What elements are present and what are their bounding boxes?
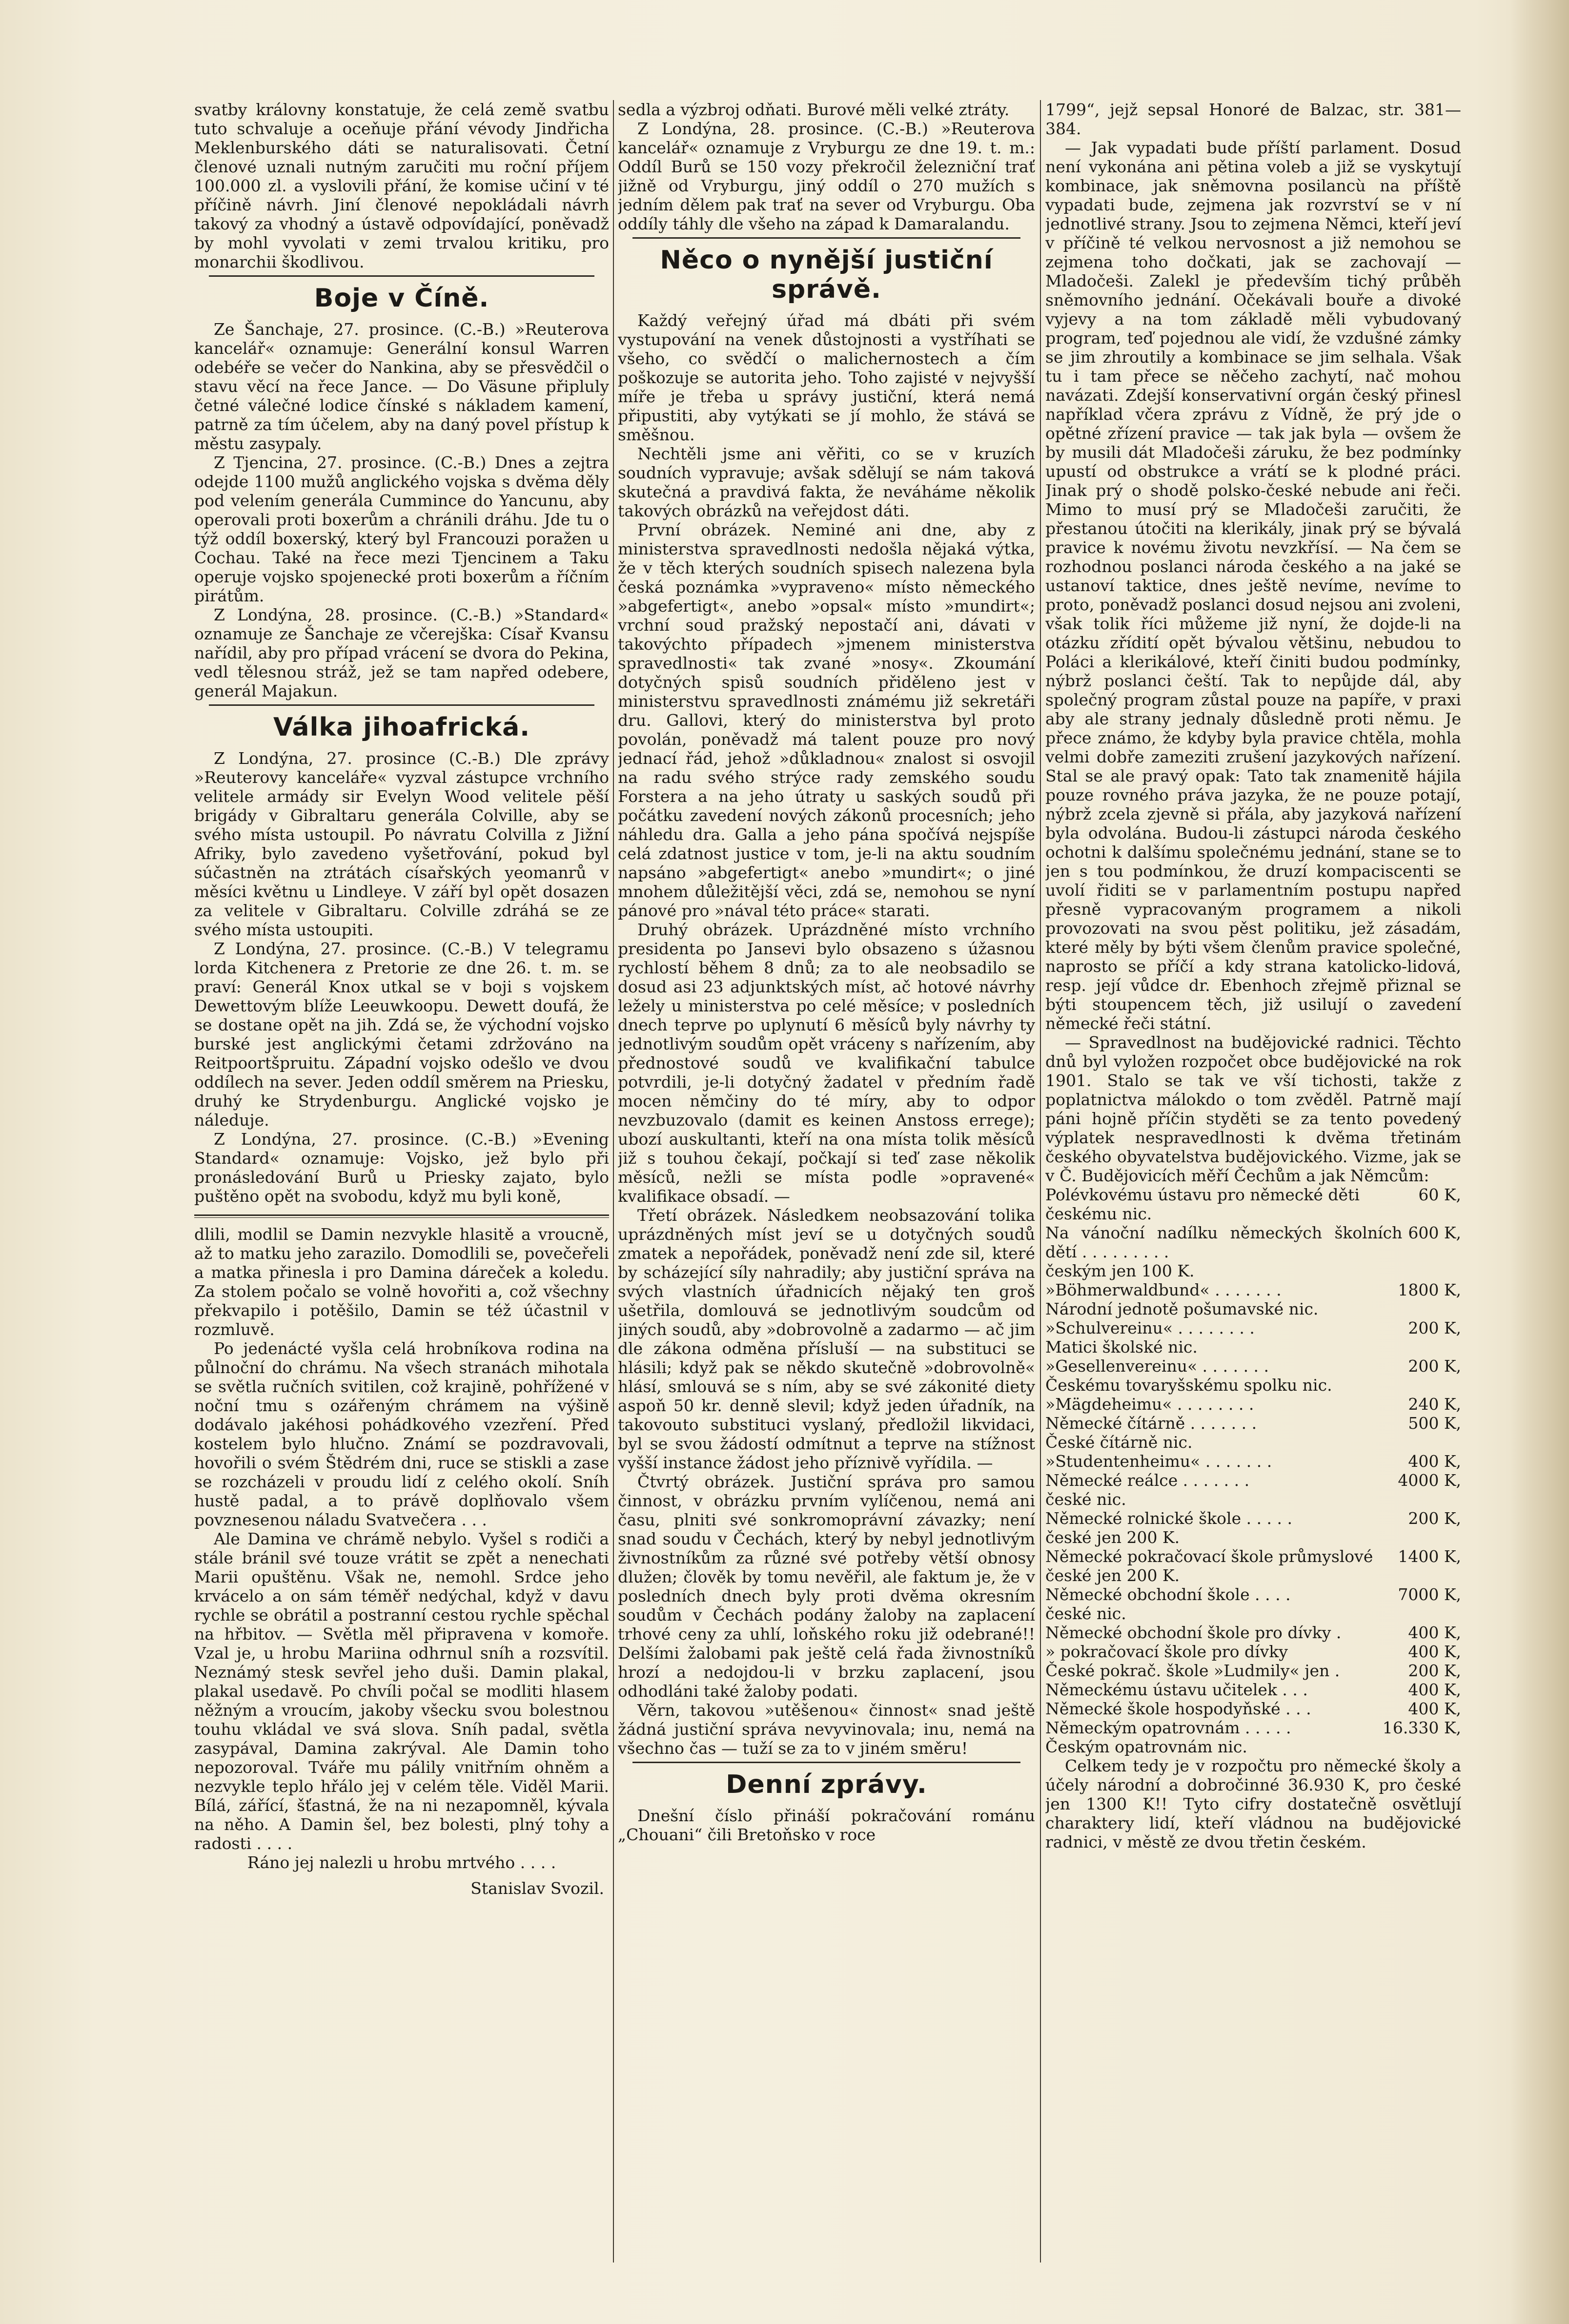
- budget-row: [1045, 1414, 1461, 1433]
- budget-row-amount: [1455, 1204, 1461, 1223]
- budget-row: [1045, 1737, 1461, 1756]
- budget-row: [1045, 1433, 1461, 1452]
- section-heading-boer-war: Válka jihoafrická.: [273, 713, 530, 742]
- budget-row-label: » pokračovací škole pro dívky: [1045, 1642, 1288, 1661]
- budget-row-amount: 200 K,: [1408, 1661, 1461, 1680]
- budget-row-amount: 200 K,: [1408, 1357, 1461, 1376]
- budget-row-label: »Schulvereinu« . . . . . . . .: [1045, 1318, 1255, 1337]
- budget-row-label: Národní jednotě pošumavské nic.: [1045, 1299, 1319, 1318]
- budget-row: [1045, 1357, 1461, 1376]
- budget-row: [1045, 1547, 1461, 1566]
- budget-row-label: Německé rolnické škole . . . . .: [1045, 1509, 1293, 1528]
- budget-row-amount: 600 K,: [1408, 1223, 1461, 1242]
- budget-row-label: Německým opatrovnám . . . . .: [1045, 1718, 1291, 1737]
- article-paragraph: Nechtěli jsme ani věřiti, co se v kruzích soudních vypravuje; avšak sdělují se nám taková skutečná a pravdivá fakta, že neváháme několik takových obrázků na veřejdost dáti.: [618, 444, 1035, 520]
- budget-row: [1045, 1204, 1461, 1223]
- budget-row-amount: 200 K,: [1408, 1509, 1461, 1528]
- article-paragraph: svatby královny konstatuje, že celá země svatbu tuto schvaluje a oceňuje přání vévody Jindřicha Meklenburského dáti se naturalisovati. Četní členové uznali nutným zaručiti mu roční příjem 100.000 zl. a vyslovili přání, že komise učiní v té příčině návrh. Jiní členové nepokládali návrh takový za vhodný a ústavě odpovídající, poněvadž by mohl vyvolati v zemi trvalou kritiku, pro monarchii škodlivou.: [194, 100, 609, 271]
- budget-row-label: Německé čítárně . . . . . . .: [1045, 1414, 1257, 1433]
- budget-row-label: Německé škole hospodyňské . . .: [1045, 1699, 1311, 1718]
- budget-row-amount: [1455, 1604, 1461, 1623]
- budget-row-amount: [1455, 1737, 1461, 1756]
- section-divider: [632, 1762, 1020, 1763]
- article-paragraph: Ze Šanchaje, 27. prosince. (C.-B.) »Reuterova kancelář« oznamuje: Generální konsul Warren odebéře se večer do Nankina, aby se přesvědčil o stavu věcí na řece Jance. — Do Väsune připluly četné válečné lodice čínské s nákladem kamení, patrně za tím účelem, aby na daný povel přístup k městu zasypaly.: [194, 320, 609, 453]
- budget-row: [1045, 1223, 1461, 1261]
- article-paragraph: sedla a výzbroj odňati. Burové měli velké ztráty.: [618, 100, 1010, 119]
- budget-row-label: Polévkovému ústavu pro německé děti: [1045, 1185, 1360, 1204]
- budget-row-amount: [1455, 1433, 1461, 1452]
- article-paragraph: Z Londýna, 28. prosince. (C.-B.) »Standard« oznamuje ze Šanchaje ze včerejška: Císař Kvansu nařídil, aby pro případ vrácení se dvora do Pekina, vedl tělesnou stráž, jež se tam napřed odebere, generál Majakun.: [194, 605, 609, 700]
- budget-row-label: »Gesellenvereinu« . . . . . . .: [1045, 1357, 1269, 1376]
- feuilleton-paragraph: Ráno jej nalezli u hrobu mrtvého . . . .: [247, 1853, 556, 1872]
- budget-row-label: Českému tovaryšskému spolku nic.: [1045, 1376, 1332, 1395]
- budget-row: [1045, 1376, 1461, 1395]
- section-heading-justice: Něco o nynější justiční správě.: [660, 246, 993, 304]
- column-rule: [1040, 100, 1041, 2262]
- budget-row: [1045, 1471, 1461, 1490]
- budget-row-label: Německé reálce . . . . . . .: [1045, 1471, 1250, 1490]
- budget-row-label: »Studentenheimu« . . . . . . .: [1045, 1452, 1272, 1471]
- feuilleton-paragraph: dlili, modlil se Damin nezvykle hlasitě a vroucně, až to matku jeho zarazilo. Domodlili se, povečeřeli a matka přinesla i pro Damina dáreček a koledu. Za stolem počalo se volně hovořiti a, což všechny překvapilo i potěšilo, Damin se též účastnil v rozmluvě.: [194, 1225, 609, 1339]
- column-middle: [618, 100, 1035, 2282]
- budget-row-amount: 16.330 K,: [1382, 1718, 1461, 1737]
- budget-row-amount: [1455, 1299, 1461, 1318]
- budget-row-amount: 500 K,: [1408, 1414, 1461, 1433]
- budget-row-amount: [1455, 1490, 1461, 1509]
- section-divider: [209, 275, 594, 277]
- author-signature: Stanislav Svozil.: [470, 1879, 604, 1898]
- budget-row-amount: [1455, 1566, 1461, 1585]
- budget-row-amount: [1455, 1528, 1461, 1547]
- column-left: [194, 100, 609, 2282]
- article-paragraph: Celkem tedy je v rozpočtu pro německé školy a účely národní a dobročinné 36.930 K, pro české jen 1300 K!! Tyto cifry dostatečně osvětlují charaktery lidí, kteří vládnou na budějovické radnici, v městě ze dvou třetin českém.: [1045, 1756, 1461, 1851]
- feuilleton-paragraph: Ale Damina ve chrámě nebylo. Vyšel s rodiči a stále bránil své touze vrátit se zpět a nenechati Marii opuštěnu. Však ne, nemohl. Srdce jeho krvácelo a on sám téměř nedýchal, když v davu rychle se obrátil a postranní cestou rychle spěchal na hřbitov. — Světla měl připravena v komoře. Vzal je, u hrobu Mariina odhrnul sníh a rozsvítil. Neznámý stesk sevřel jeho duši. Damin plakal, plakal usedavě. Po chvíli počal se modliti hlasem něžným a vroucím, jakoby všecku svou bolestnou touhu vkládal ve svá slova. Sníh padal, světla zasypával, Damina zakrýval. Ale Damin toho nepozoroval. Tváře mu pálily vnitřním ohněm a nezvykle teplo hřálo jej v celém těle. Viděl Marii. Bílá, zářící, šťastná, že na ni nezapomněl, kývala na něho. A Damin šel, bez bolesti, plný tohy a radosti . . . .: [194, 1529, 609, 1853]
- section-heading-china: Boje v Číně.: [314, 284, 489, 313]
- budget-row-amount: 7000 K,: [1398, 1585, 1461, 1604]
- budget-row-amount: 400 K,: [1408, 1642, 1461, 1661]
- budget-row: [1045, 1699, 1461, 1718]
- article-paragraph: Z Londýna, 27. prosince (C.-B.) Dle zprávy »Reuterovy kanceláře« vyzval zástupce vrchního velitele armády sir Evelyn Wood velitele pěší brigády v Gibraltaru generála Colville, aby se svého místa ustoupil. Po návratu Colvilla z Jižní Afriky, bylo zavedeno vyšetřování, pokud byl súčastněn na ztrátách císařských yeomanrů v měsíci květnu u Lindleye. V září byl opět dosazen za velitele v Gibraltaru. Colville zdráhá se ze svého místa ustoupiti.: [194, 749, 609, 939]
- budget-row-label: české nic.: [1045, 1604, 1126, 1623]
- budget-row-label: Matici školské nic.: [1045, 1337, 1198, 1357]
- article-paragraph: Čtvrtý obrázek. Justiční správa pro samou činnost, v obrázku prvním vylíčenou, nemá ani času, plniti své sonkromoprávní závazky; není snad soudu v Čechách, který by nebyl jednotlivým živnostníkům za různé své potřeby větší obnosy dlužen; člověk by tomu nevěřil, ale faktum je, že v posledních dnech byly proti dvěma okresním soudům v Čechách podány žaloby na zaplacení trhové ceny za uhlí, loňského roku již odebrané!! Delšími žalobami pak ještě celá řada živnostníků hrozí a nedojdou-li v brzku zaplacení, jsou odhodláni také žaloby podati.: [618, 1472, 1035, 1701]
- budget-row: [1045, 1680, 1461, 1699]
- budget-row: [1045, 1718, 1461, 1737]
- budget-row-amount: 60 K,: [1418, 1185, 1461, 1204]
- article-paragraph: Dnešní číslo přináší pokračování románu „Chouani“ čili Bretoňsko v roce: [618, 1806, 1035, 1844]
- budget-row-label: Německé obchodní škole pro dívky .: [1045, 1623, 1342, 1642]
- article-paragraph: — Jak vypadati bude příští parlament. Dosud není vykonána ani pětina voleb a již se vyskytují kombinace, jak sněmovna posilancù na příště vypadati bude, zejmena jak rozvrství se v ní jednotlivé strany. Jsou to zejmena Němci, kteří jeví v příčině té velkou nervosnost a již nemohou se zejmena toho dočkati, jak se zachovají — Mladočeši. Zalekl je především tichý průběh sněmovního jednání. Očekávali bouře a divoké vyjevy a na tom základě měli vybudovaný program, teď pojednou ale vidí, že vzdušné zámky se jim zhroutily a kombinace se jim selhala. Však tu i tam přece se něčeho zachytí, nač mohou navázati. Zdejší konservativní orgán český přinesl například včera zprávu z Vídně, že prý jde o opětné zřízení pravice — tak jak byla — ovšem že by musili dát Mladočeši záruku, že bez podmínky upustí od obstrukce a vrátí se k plodné práci. Jinak prý o shodě polsko-české nebude ani řeči. Mimo to musí prý se Mladočeši zaručiti, že přestanou útočiti na klerikály, jinak prý se bývalá pravice k novému životu nevzkřísí. — Na čem se rozhodnou poslanci národa českého a na jaké se ustanoví taktice, dnes ještě nevíme, nevíme to proto, poněvadž poslanci dosud nejsou ani zvoleni, však tolik říci můžeme již nyní, že dojde-li na otázku zřídití opět bývalou většinu, nebudou to Poláci a klerikálové, kteří činiti budou podmínky, nýbrž poslanci čeští. Tak to nepůjde dál, aby společný program zůstal pouze na papíře, v praxi aby ale strany jednaly důsledně proti němu. Je přece známo, že kdyby byla pravice chtěla, mohla velmi dobře zameziti zrušení jazykových nařízení. Stal se ale pravý opak: Tato tak znamenitě hájila pouze rovného práva jazyka, že ne pouze potají, nýbrž zcela zjevně si přála, aby jazyková nařízení byla odvolána. Budou-li zástupci národa českého ochotni k dalšímu společnému jednání, stane se to jen s tou podmínkou, že druzí kompaciscenti se uvolí řiditi se v parlamentním postupu napřed přesně vypracovaným programem a nikoli provozovati na svou pěst politiku, jež zásadám, které měly by býti všem členům pravice společné, naprosto se příčí a kdy strana katolicko-lidová, resp. její vůdce dr. Ebenhoch zřejmě přiznal se býti stoupencem těch, již usilují o zavedení německé řeči státní.: [1045, 138, 1461, 1033]
- column-rule: [613, 100, 614, 2262]
- budget-row-amount: 400 K,: [1408, 1452, 1461, 1471]
- budget-row: [1045, 1280, 1461, 1299]
- budget-row-label: Českým opatrovnám nic.: [1045, 1737, 1247, 1756]
- budget-row: [1045, 1337, 1461, 1357]
- budget-row-amount: 4000 K,: [1398, 1471, 1461, 1490]
- budget-row: [1045, 1490, 1461, 1509]
- article-paragraph: První obrázek. Neminé ani dne, aby z ministerstva spravedlnosti nedošla nějaká výtka, že v těch kterých soudních spisech nalezena byla česká poznámka »vypraveno« místo německého »abgefertigt«, anebo »opsal« místo »mundirt«; vrchní soud pražský nepostačí ani, dávati v takovýchto případech »jmenem ministerstva spravedlnosti« tak zvané »nosy«. Zkoumání dotyčných spisů soudních přiděleno jest v ministerstvu spravedlnosti známému již sekretáři dru. Gallovi, který do ministerstva byl proto povolán, poněvadž má talent pouze pro nový jednací řád, jehož »důkladnou« znalost si osvojil na radu svého strýce rady zemského soudu Forstera a na jeho útraty u saských soudů při počátku zavedení nových zákonů procesních; jeho náhledu dra. Galla a jeho pána spočívá nejspíše celá zdatnost justice v tom, je-li na aktu soudním napsáno »abgefertigt« anebo »mundirt«; o jiné mnohem důležitější věci, zdá se, nemohou se nyní pánové pro »nával této práce« starati.: [618, 520, 1035, 920]
- section-heading-daily-news: Denní zprávy.: [726, 1770, 927, 1799]
- budget-row-label: Na vánoční nadílku německých školních dětí . . . . . . . . .: [1045, 1223, 1403, 1261]
- budget-row: [1045, 1299, 1461, 1318]
- section-divider: [632, 237, 1020, 239]
- budget-row: [1045, 1509, 1461, 1528]
- budget-row-label: Německému ústavu učitelek . . .: [1045, 1680, 1308, 1699]
- article-paragraph: Druhý obrázek. Uprázdněné místo vrchního presidenta po Jansevi bylo obsazeno s úžasnou rychlostí během 8 dnů; za to ale neobsadilo se dosud asi 23 adjunktských míst, ač hotové návrhy ležely u ministerstva po celé měsíce; v posledních dnech teprve po uplynutí 6 měsíců byly návrhy ty jednotlivým soudům opět vráceny s nařízením, aby přednostové soudů ve kvalifikační tabulce potvrdili, je-li dotyčný žadatel v předním řadě mocen němčiny do té míry, aby to odpor nevzbuzovalo (damit es keinen Anstoss errege); ubozí auskultanti, kteří na ona místa tolik měsíců již s touhou čekají, počkají si teď zase několik měsíců, nežli se místa podle »opravené« kvalifikace obsadí. —: [618, 920, 1035, 1206]
- budget-row-label: České čítárně nic.: [1045, 1433, 1193, 1452]
- article-paragraph: Každý veřejný úřad má dbáti při svém vystupování na venek důstojnosti a vystříhati se všeho, co svědčí o malichernostech a čím poškozuje se autorita jeho. Toho zajisté v nejvyšší míře je třeba u správy justiční, která nemá připustiti, aby vytýkati se jí mohlo, že stává se směšnou.: [618, 311, 1035, 444]
- budget-row-amount: 200 K,: [1408, 1318, 1461, 1337]
- feuilleton-divider: [194, 1214, 609, 1218]
- column-right: [1045, 100, 1461, 2282]
- article-paragraph: — Spravedlnost na budějovické radnici. Těchto dnů byl vyložen rozpočet obce budějovické na rok 1901. Stalo se tak ve vší tichosti, takže z poplatnictva málokdo o tom zvěděl. Patrně mají páni hojně příčin styděti se za tento povedený výplatek nespravedlnosti k dvěma třetinám českého obyvatelstva budějovického. Vizme, jak se v Č. Budějovicích měří Čechům a jak Němcům:: [1045, 1033, 1461, 1185]
- budget-row-label: českým jen 100 K.: [1045, 1261, 1195, 1280]
- article-paragraph: Z Tjencina, 27. prosince. (C.-B.) Dnes a zejtra odejde 1100 mužů anglického vojska s dvěma děly pod velením generála Cummince do Yancunu, aby operovali proti boxerům a chránili dráhu. Jde tu o týž oddíl boxerský, který byl Francouzi poražen u Cochau. Také na řece mezi Tjencinem a Taku operuje vojsko spojenecké proti boxerům a říčním pirátům.: [194, 453, 609, 605]
- budget-row: [1045, 1185, 1461, 1204]
- budget-row-amount: 1400 K,: [1398, 1547, 1461, 1566]
- budget-row-label: české jen 200 K.: [1045, 1566, 1180, 1585]
- article-paragraph: Z Londýna, 27. prosince. (C.-B.) V telegramu lorda Kitchenera z Pretorie ze dne 26. t. m. se praví: Generál Knox utkal se v boji s vojskem Dewettovým blíže Leeuwkoopu. Dewett doufá, že se dostane opět na jih. Zdá se, že východní vojsko burské jest anglickými četami zdržováno na Reitpoortšpruitu. Západní vojsko odešlo ve dvou oddílech na sever. Jeden oddíl směrem na Priesku, druhý ke Strydenburgu. Anglické vojsko je náleduje.: [194, 939, 609, 1130]
- budget-row-amount: 1800 K,: [1398, 1280, 1461, 1299]
- budget-row-label: »Böhmerwaldbund« . . . . . . .: [1045, 1280, 1282, 1299]
- budget-row: [1045, 1661, 1461, 1680]
- article-paragraph: Z Londýna, 27. prosince. (C.-B.) »Evening Standard« oznamuje: Vojsko, jež bylo při pronásledování Burů u Priesky zajato, bylo puštěno opět na svobodu, když mu byli koně,: [194, 1130, 609, 1206]
- budget-row-label: České pokrač. škole »Ludmily« jen .: [1045, 1661, 1340, 1680]
- budget-row-label: »Mägdeheimu« . . . . . . . .: [1045, 1395, 1254, 1414]
- article-paragraph: Z Londýna, 28. prosince. (C.-B.) »Reuterova kancelář« oznamuje z Vryburgu ze dne 19. t. m.: Oddíl Burů se 150 vozy překročil železniční trať jižně od Vryburgu, jiný oddíl o 270 mužích s jedním dělem pak trať na sever od Vryburgu. Oba oddíly táhly dle všeho na západ k Damaralandu.: [618, 119, 1035, 233]
- budget-row-amount: [1455, 1261, 1461, 1280]
- budget-row-label: Německé obchodní škole . . . .: [1045, 1585, 1291, 1604]
- article-paragraph: 1799“, jejž sepsal Honoré de Balzac, str. 381—384.: [1045, 100, 1461, 138]
- budget-row: [1045, 1566, 1461, 1585]
- budget-row-label: české nic.: [1045, 1490, 1126, 1509]
- budget-row-amount: 400 K,: [1408, 1699, 1461, 1718]
- page-edge-shadow: [1510, 0, 1569, 2324]
- budget-row-amount: [1455, 1376, 1461, 1395]
- article-paragraph: Třetí obrázek. Následkem neobsazování tolika uprázdněných míst jeví se u dotyčných soudů zmatek a nepořádek, poněvadž není zde sil, které by scházející síly nahradily; aby justiční správa na svých vlastních úřadnicích nějaký ten groš ušetřila, domlouvá se jednotlivým soudcům od jiných soudů, aby »dobrovolně a zadarmo — ač jim dle zákona odměna přísluší — na substituci se hlásili; když pak se někdo skutečně »dobrovolně« hlásí, smlouvá se s ním, aby se své zákonité diety aspoň 50 kr. denně slevil; když jeden úřadník, na takovouto substituci vyslaný, předložil likvidaci, byl se svou žádostí odmítnut a teprve na stížnost vyšší instance žádost jeho příznivě vyřídila. —: [618, 1206, 1035, 1472]
- budget-row-amount: [1455, 1337, 1461, 1357]
- feuilleton-paragraph: Po jedenácté vyšla celá hrobníkova rodina na půlnoční do chrámu. Na všech stranách mihotala se světla ručních svitilen, což krajině, pohřížené v noční tmu s ozářeným chrámem na výšině dodávalo jakéhosi pohádkového vzezření. Před kostelem bylo hlučno. Známí se pozdravovali, hovořili o svém Štědrém dni, ruce se stiskli a zase se rozcházeli v proudu lidí z celého okolí. Sníh hustě padal, a to právě doplňovalo všem povznesenou náladu Svatvečera . . .: [194, 1339, 609, 1529]
- budget-row-label: Německé pokračovací škole průmyslové: [1045, 1547, 1373, 1566]
- budget-row-amount: 240 K,: [1408, 1395, 1461, 1414]
- budget-row: [1045, 1261, 1461, 1280]
- budget-row: [1045, 1452, 1461, 1471]
- budget-row: [1045, 1623, 1461, 1642]
- budget-row: [1045, 1604, 1461, 1623]
- budget-row: [1045, 1642, 1461, 1661]
- budget-row: [1045, 1318, 1461, 1337]
- budget-row: [1045, 1528, 1461, 1547]
- article-paragraph: Věrn, takovou »utěšenou« činnost« snad ještě žádná justiční správa nevyvinovala; inu, nemá na všechno čas — tuží se za to v jiném směru!: [618, 1701, 1035, 1758]
- budget-row-label: české jen 200 K.: [1045, 1528, 1180, 1547]
- budget-list: [1045, 1185, 1461, 1756]
- budget-row: [1045, 1395, 1461, 1414]
- budget-row-label: českému nic.: [1045, 1204, 1152, 1223]
- budget-row-amount: 400 K,: [1408, 1623, 1461, 1642]
- budget-row-amount: 400 K,: [1408, 1680, 1461, 1699]
- budget-row: [1045, 1585, 1461, 1604]
- section-divider: [209, 704, 594, 706]
